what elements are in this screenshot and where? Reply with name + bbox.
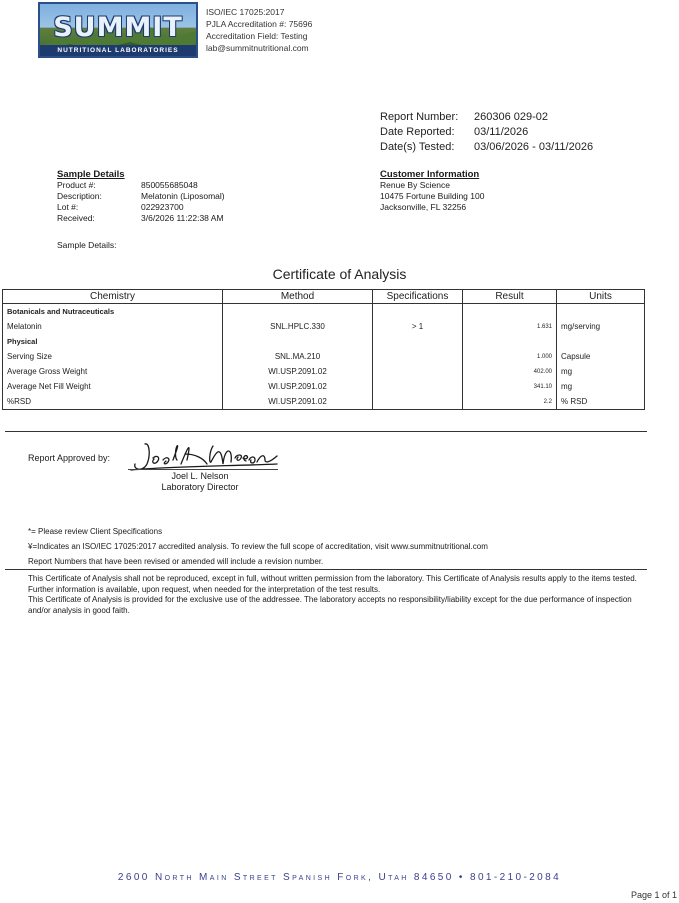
dates-tested: 03/06/2026 - 03/11/2026 [474,141,594,153]
note-line: ¥=Indicates an ISO/IEC 17025:2017 accredited analysis. To review the full scope of accreditation, visit www.summitnutritional.com [28,542,488,551]
empty-cell [463,334,557,349]
accreditation-block [206,6,312,54]
table-row [3,319,645,334]
sample-row [57,180,225,191]
chemistry-cell: Melatonin [3,319,223,334]
customer-information [380,169,484,213]
group-row [3,304,645,320]
method-cell: WI.USP.2091.02 [223,364,373,379]
empty-cell [557,334,645,349]
sample-row [57,191,225,202]
table-row [3,364,645,379]
group-row [3,334,645,349]
sample-label: Product #: [57,180,96,190]
sample-label: Received: [57,213,95,223]
chemistry-cell: Serving Size [3,349,223,364]
method-cell: WI.USP.2091.02 [223,379,373,394]
sample-details [57,169,225,224]
signer-name: Joel L. Nelson [171,471,229,481]
customer-title: Customer Information [380,169,480,180]
result-cell: 1.631 [463,319,557,334]
spec-cell [373,364,463,379]
group-name: Botanicals and Nutraceuticals [3,304,223,320]
empty-cell [223,334,373,349]
divider [5,569,647,570]
result-cell: 1.000 [463,349,557,364]
units-cell: mg [557,364,645,379]
report-meta [380,110,593,155]
dates-tested-label: Date(s) Tested: [380,141,455,153]
units-cell: Capsule [557,349,645,364]
pjla-number: PJLA Accreditation #: 75696 [206,19,313,29]
disclaimer-paragraph: This Certificate of Analysis shall not be reproduced, except in full, without written permission from the laboratory. This Certificate of Analysis results apply to the items tested. Further information is available, upon request, when needed for the interpretation of the test results. [28,574,637,594]
page-number: Page 1 of 1 [630,890,677,900]
customer-name: Renue By Science [380,180,450,190]
logo-subtitle: NUTRITIONAL LABORATORIES [40,45,196,56]
iso-standard: ISO/IEC 17025:2017 [206,7,285,17]
empty-cell [223,304,373,320]
sample-row [57,213,225,224]
units-cell: mg/serving [557,319,645,334]
chemistry-cell: %RSD [3,394,223,410]
result-cell: 402.00 [463,364,557,379]
empty-cell [373,304,463,320]
result-cell: 341.10 [463,379,557,394]
method-cell: SNL.HPLC.330 [223,319,373,334]
customer-address-line1: 10475 Fortune Building 100 [380,191,485,201]
logo-title: SUMMIT [53,12,183,43]
accreditation-field: Accreditation Field: Testing [206,31,308,41]
method-cell: WI.USP.2091.02 [223,394,373,410]
divider [5,431,647,432]
certificate-title: Certificate of Analysis [272,266,407,282]
date-reported: 03/11/2026 [474,126,529,138]
group-name: Physical [3,334,223,349]
signer-title: Laboratory Director [161,482,239,492]
spec-cell: > 1 [373,319,463,334]
units-cell: % RSD [557,394,645,410]
sample-value: 022923700 [141,202,184,212]
sample-details-title: Sample Details [57,169,125,180]
column-header-chemistry: Chemistry [3,290,223,304]
notes [28,524,488,569]
column-header-result: Result [463,290,557,304]
column-header-method: Method [223,290,373,304]
report-number: 260306 029-02 [474,111,549,123]
chemistry-cell: Average Net Fill Weight [3,379,223,394]
signature-line [128,469,278,470]
units-cell: mg [557,379,645,394]
sample-row [57,202,225,213]
spec-cell [373,349,463,364]
report-number-row [380,110,593,125]
sample-details-note: Sample Details: [57,240,117,250]
report-number-label: Report Number: [380,111,459,123]
disclaimer-paragraph: This Certificate of Analysis is provided for the exclusive use of the addressee. The laboratory accepts no responsibility/liability except for the due performance of inspection and/or analysis in good faith. [28,595,632,615]
sample-value: Melatonin (Liposomal) [141,191,225,201]
approved-by-label: Report Approved by: [28,453,111,463]
table-row [3,349,645,364]
empty-cell [373,334,463,349]
spec-cell [373,379,463,394]
results-table [2,289,645,410]
table-row [3,379,645,394]
empty-cell [557,304,645,320]
date-reported-row [380,125,593,140]
empty-cell [463,304,557,320]
summit-logo [38,2,198,58]
disclaimer [28,574,638,616]
date-reported-label: Date Reported: [380,126,455,138]
customer-address-line2: Jacksonville, FL 32256 [380,202,467,212]
column-header-units: Units [557,290,645,304]
footer-address: 2600 North Main Street Spanish Fork, Utah 84650 • 801-210-2084 [117,872,562,883]
note-line: Report Numbers that have been revised or amended will include a revision number. [28,557,324,566]
sample-label: Lot #: [57,202,79,212]
method-cell: SNL.MA.210 [223,349,373,364]
sample-label: Description: [57,191,102,201]
note-line: *= Please review Client Specifications [28,527,163,536]
dates-tested-row [380,140,593,155]
sample-value: 850055685048 [141,180,198,190]
signer [150,471,250,493]
chemistry-cell: Average Gross Weight [3,364,223,379]
column-header-specifications: Specifications [373,290,463,304]
sample-value: 3/6/2026 11:22:38 AM [141,213,224,223]
lab-email: lab@summitnutritional.com [206,43,309,53]
result-cell: 2.2 [463,394,557,410]
table-header-row [3,290,645,304]
spec-cell [373,394,463,410]
table-row [3,394,645,410]
